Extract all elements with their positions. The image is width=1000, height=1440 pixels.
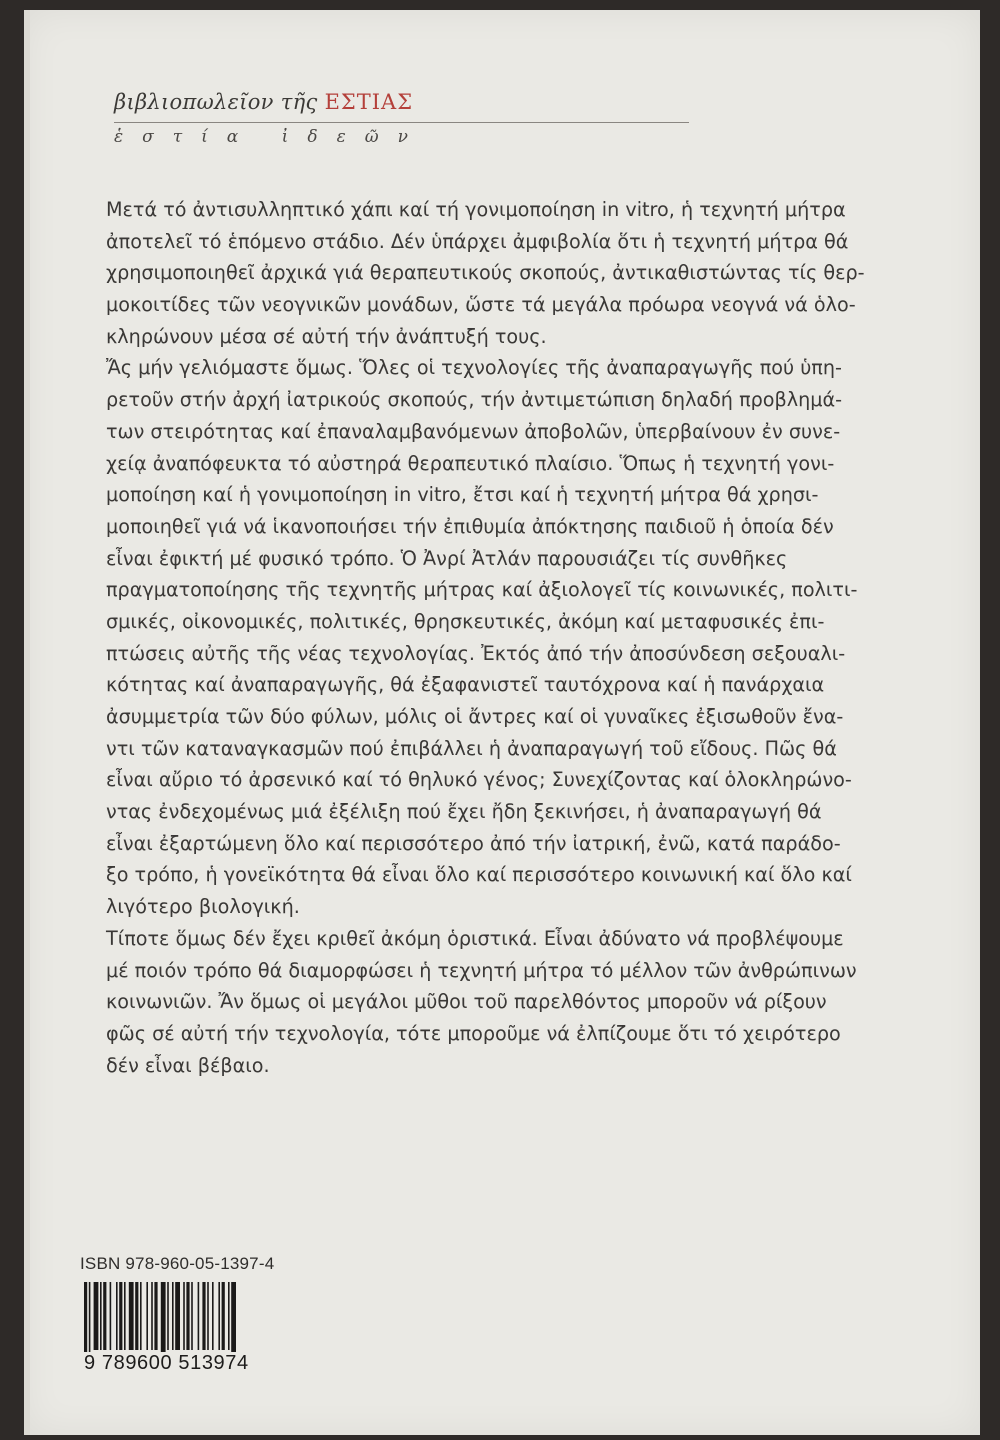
blurb-line: φῶς σέ αὐτή τήν τεχνολογία, τότε μποροῦμε νά ἐλπίζουμε ὅτι τό χειρότερο	[106, 1021, 841, 1045]
publisher-series-prefix: βιβλιοπωλεῖον τῆς	[114, 90, 325, 114]
blurb-line: χείᾳ ἀναπόφευκτα τό αὐστηρά θεραπευτικό πλαίσιο. Ὅπως ἡ τεχνητή γονι-	[106, 451, 835, 475]
blurb-line: ρετοῦν στήν ἀρχή ἰατρικούς σκοπούς, τήν ἀντιμετώπιση δηλαδή προβλημά-	[106, 388, 843, 412]
barcode-bar	[172, 1282, 174, 1350]
blurb-line: μοποιηθεῖ γιά νά ἱκανοποιήσει τήν ἐπιθυμία ἀπόκτησης παιδιοῦ ἡ ὁποία δέν	[106, 514, 834, 538]
barcode-bar	[231, 1282, 236, 1358]
barcode-bar	[191, 1282, 193, 1350]
barcode-bar	[103, 1282, 106, 1350]
blurb-line: εἶναι αὔριο τό ἀρσενικό καί τό θηλυκό γένος; Συνεχίζοντας καί ὁλοκληρώνο-	[106, 768, 852, 792]
blurb-line: των στειρότητας καί ἐπαναλαμβανόμενων ἀποβολῶν, ὑπερβαίνουν ἐν συνε-	[106, 419, 841, 443]
barcode-bar	[135, 1282, 138, 1350]
publisher-divider	[114, 122, 689, 123]
barcode-bar	[218, 1282, 220, 1350]
blurb-line: πτώσεις αὐτῆς τῆς νέας τεχνολογίας. Ἐκτός ἀπό τήν ἀποσύνδεση σεξουαλι-	[106, 641, 846, 665]
barcode	[78, 1282, 293, 1360]
barcode-bar	[167, 1282, 169, 1350]
barcode-bar	[124, 1282, 126, 1350]
publisher-series-name: ΕΣΤΙΑΣ	[324, 90, 414, 114]
publisher-header	[114, 90, 714, 147]
barcode-bar	[228, 1282, 230, 1350]
barcode-bar	[183, 1282, 185, 1350]
blurb-line: κοινωνιῶν. Ἄν ὅμως οἱ μεγάλοι μῦθοι τοῦ παρελθόντος μποροῦν νά ρίξουν	[106, 990, 827, 1014]
blurb-line: δέν εἶναι βέβαιο.	[106, 1053, 270, 1077]
barcode-bar	[154, 1282, 157, 1350]
blurb-line: ξο τρόπο, ἡ γονεϊκότητα θά εἶναι ὅλο καί περισσότερο κοινωνική καί ὅλο καί	[106, 863, 852, 887]
blurb-line: μοποίηση καί ἡ γονιμοποίηση in vitro, ἔτσι καί ἡ τεχνητή μήτρα θά χρησι-	[106, 483, 819, 507]
barcode-bar	[151, 1282, 153, 1350]
blurb-line: ντας ἐνδεχομένως μιά ἐξέλιξη πού ἔχει ἤδη ξεκινήσει, ἡ ἀναπαραγωγή θά	[106, 800, 822, 824]
barcode-bar	[212, 1282, 214, 1350]
barcode-bar	[89, 1282, 91, 1358]
barcode-bar	[116, 1282, 118, 1350]
barcode-bar	[94, 1282, 99, 1350]
barcode-bar	[207, 1282, 209, 1350]
blurb-line: εἶναι ἐξαρτώμενη ὅλο καί περισσότερο ἀπό τήν ἰατρική, ἐνῶ, κατά παράδο-	[106, 831, 841, 855]
barcode-bar	[129, 1282, 134, 1350]
publisher-collection: ἑστία ἰδεῶν	[114, 127, 427, 147]
blurb-line: μοκοιτίδες τῶν νεογνικῶν μονάδων, ὥστε τά μεγάλα πρόωρα νεογνά νά ὁλο-	[106, 293, 856, 317]
barcode-bar	[202, 1282, 205, 1350]
blurb-line: χρησιμοποιηθεῖ ἀρχικά γιά θεραπευτικούς σκοπούς, ἀντικαθιστώντας τίς θερ-	[106, 261, 865, 285]
blurb-line: ντι τῶν καταναγκασμῶν πού ἐπιβάλλει ἡ ἀναπαραγωγή τοῦ εἴδους. Πῶς θά	[106, 736, 837, 760]
blurb-line: πραγματοποίησης τῆς τεχνητῆς μήτρας καί ἀξιολογεῖ τίς κοινωνικές, πολιτι-	[106, 578, 858, 602]
blurb-line: σμικές, οἰκονομικές, πολιτικές, θρησκευτικές, ἀκόμη καί μεταφυσικές ἐπι-	[106, 609, 825, 633]
publisher-series	[114, 90, 714, 114]
barcode-bar	[175, 1282, 180, 1350]
back-cover-blurb	[106, 194, 876, 1081]
blurb-line: Τίποτε ὅμως δέν ἔχει κριθεῖ ἀκόμη ὁριστικά. Εἶναι ἀδύνατο νά προβλέψουμε	[106, 926, 844, 950]
barcode-bar	[140, 1282, 142, 1350]
barcode-bar	[161, 1282, 166, 1358]
blurb-line: μέ ποιόν τρόπο θά διαμορφώσει ἡ τεχνητή μήτρα τό μέλλον τῶν ἀνθρώπινων	[106, 958, 857, 982]
cover-spine-edge	[24, 10, 30, 1435]
blurb-line: κότητας καί ἀναπαραγωγῆς, θά ἐξαφανιστεῖ ταυτόχρονα καί ἡ πανάρχαια	[106, 673, 825, 697]
barcode-bar	[222, 1282, 225, 1350]
barcode-bar	[110, 1282, 112, 1350]
barcode-bar	[186, 1282, 189, 1350]
blurb-line: ἀσυμμετρία τῶν δύο φύλων, μόλις οἱ ἄντρες καί οἱ γυναῖκες ἐξισωθοῦν ἔνα-	[106, 705, 844, 728]
blurb-line: Μετά τό ἀντισυλληπτικό χάπι καί τή γονιμοποίηση in vitro, ἡ τεχνητή μήτρα	[106, 198, 846, 221]
blurb-line: λιγότερο βιολογική.	[106, 895, 300, 919]
barcode-bar	[119, 1282, 122, 1350]
blurb-line: Ἄς μήν γελιόμαστε ὅμως. Ὅλες οἱ τεχνολογίες τῆς ἀναπαραγωγῆς πού ὑπη-	[106, 356, 842, 380]
blurb-line: ἀποτελεῖ τό ἑπόμενο στάδιο. Δέν ὑπάρχει ἀμφιβολία ὅτι ἡ τεχνητή μήτρα θά	[106, 229, 849, 253]
barcode-bar	[146, 1282, 148, 1350]
barcode-bar	[198, 1282, 200, 1350]
blurb-line: εἶναι ἐφικτή μέ φυσικό τρόπο. Ὁ Ἀνρί Ἀτλάν παρουσιάζει τίς συνθῆκες	[106, 546, 788, 570]
barcode-bar	[100, 1282, 102, 1350]
blurb-line: κληρώνουν μέσα σέ αὐτή τήν ἀνάπτυξή τους.	[106, 324, 547, 348]
barcode-bar	[84, 1282, 87, 1358]
barcode-digits: 9 789600 513974	[84, 1352, 249, 1374]
isbn-label: ISBN 978-960-05-1397-4	[80, 1254, 275, 1273]
